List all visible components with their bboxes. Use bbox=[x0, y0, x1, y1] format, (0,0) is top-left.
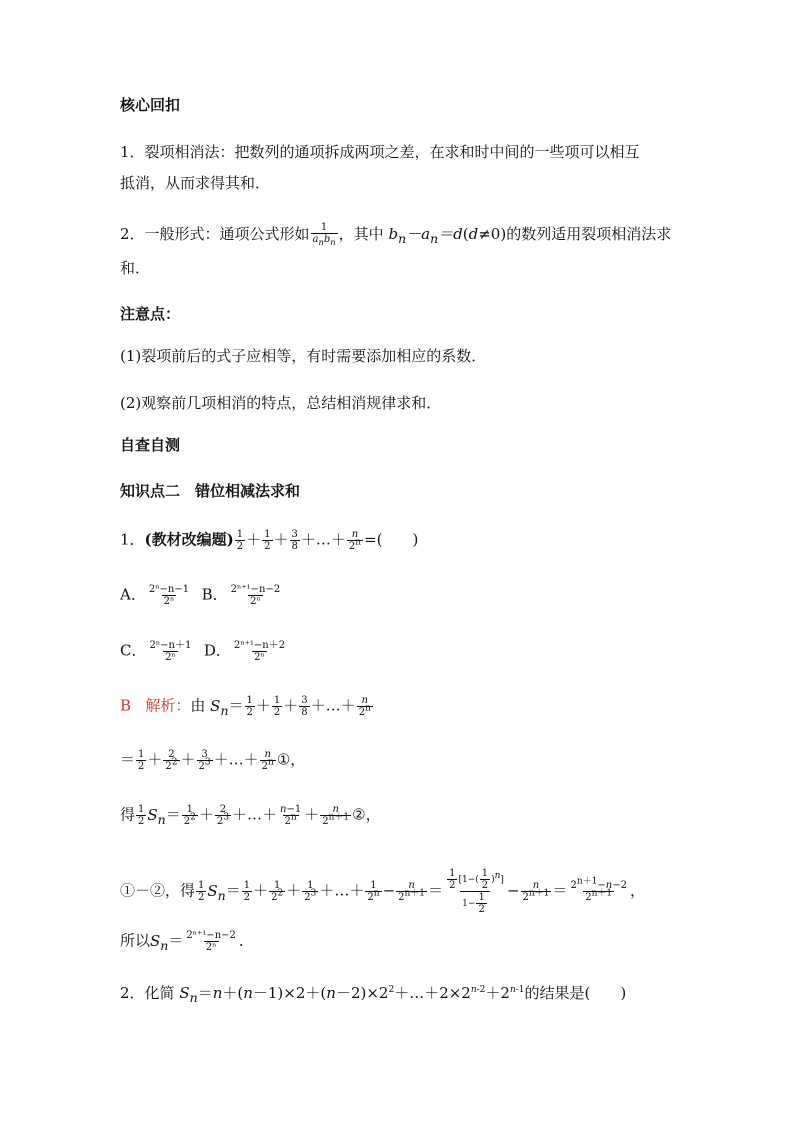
a4-frac-2: $\frac{1}{22}$ bbox=[271, 880, 284, 903]
analysis-line-3: 得 $\frac{1}{2}$ $S_n=$ $\frac{1}{22}$ ＋ $\frac{2}{23}$ ＋…＋ $\frac{n-1}{2n}$ ＋ $\frac{n}{2n+1}$ ②， bbox=[120, 804, 381, 827]
condition-formula-2: (d≠0) bbox=[462, 225, 507, 243]
option-a-label: A． bbox=[120, 585, 146, 604]
half-coef-2: $\frac{1}{2}$ bbox=[198, 880, 205, 903]
q1-frac-1: $\frac{1}{2}$ bbox=[236, 529, 244, 552]
paragraph-1-line-2: 抵消，从而求得其和． bbox=[120, 174, 271, 192]
note-2: (2)观察前几项相消的特点，总结相消规律求和． bbox=[120, 394, 442, 412]
option-a-value: $\frac{\text{2ⁿ−n−1}}{\text{2ⁿ}}$ bbox=[148, 584, 190, 607]
paragraph-1-line-1: 1．裂项相消法：把数列的通项拆成两项之差，在求和时中间的一些项可以相互 bbox=[120, 143, 640, 161]
answer-letter: B bbox=[120, 696, 132, 715]
paragraph-2-line-2: 和． bbox=[120, 259, 151, 277]
equation-1-marker: ①， bbox=[276, 750, 306, 769]
a3-frac-2: $\frac{2}{23}$ bbox=[216, 804, 229, 827]
option-d-label: D． bbox=[203, 641, 231, 660]
option-c-label: C． bbox=[120, 641, 147, 660]
a2-frac-n: $\frac{n}{2n}$ bbox=[261, 749, 274, 772]
note-1: (1)裂项前后的式子应相等，有时需要添加相应的系数． bbox=[120, 347, 487, 365]
a2-frac-2: $\frac{2}{22}$ bbox=[165, 749, 178, 772]
subtract-text: ①－②，得 bbox=[120, 881, 196, 900]
question-1: 1．(教材改编题) $\frac{1}{2}$ ＋ $\frac{1}{2}$ ＋ $\frac{3}{8}$ ＋…＋ $\frac{n}{2n}$ =( ) bbox=[120, 529, 419, 552]
q2-prefix: 2．化简 bbox=[120, 984, 175, 1002]
analysis-line-1: B 解析：由 $S_n=$ $\frac{1}{2}$ ＋ $\frac{1}{2}$ ＋ $\frac{3}{8}$ ＋…＋ $\frac{n}{2n}$ bbox=[120, 695, 371, 718]
final-answer-fraction: $\frac{\text{2ⁿ⁺¹−n−2}}{\text{2ⁿ}}$ bbox=[186, 930, 236, 953]
option-b-label: B． bbox=[201, 585, 228, 604]
p2-cond-text: 的数列适用裂项相消法求 bbox=[506, 225, 672, 243]
q2-tail: 的结果是( ) bbox=[524, 984, 627, 1002]
a3-frac-n: $\frac{n}{2n+1}$ bbox=[322, 804, 350, 827]
paragraph-2-line-1 bbox=[120, 222, 671, 248]
q1-frac-n: $\frac{n}{2n}$ bbox=[348, 529, 362, 552]
heading-core-review: 核心回扣 bbox=[120, 96, 181, 114]
p2-mid-text: ，其中 bbox=[338, 225, 384, 243]
a3-frac-3: $\frac{n-1}{2n}$ bbox=[280, 804, 302, 827]
q1-frac-3: $\frac{3}{8}$ bbox=[291, 529, 298, 552]
q1-frac-2: $\frac{1}{2}$ bbox=[264, 529, 271, 552]
a4-result: $\frac{2n+1-n-2}{2n+1}$ bbox=[570, 876, 627, 903]
notes-heading: 注意点： bbox=[120, 305, 181, 323]
section-title: 知识点二 错位相减法求和 bbox=[120, 482, 301, 500]
p2-pre-text: 2．一般形式：通项公式形如 bbox=[120, 225, 310, 243]
geometric-sum-fraction: $\frac{1}{2}$ [1−( $\frac{1}{2}$ )n] 1− $\frac{1}{2}$ bbox=[449, 868, 504, 915]
self-test-heading: 自查自测 bbox=[120, 436, 181, 454]
option-d-value: $\frac{\text{2ⁿ⁺¹−n＋2}}{\text{2ⁿ}}$ bbox=[233, 640, 286, 663]
a3-frac-1: $\frac{1}{22}$ bbox=[183, 804, 196, 827]
a1-frac-2: $\frac{1}{2}$ bbox=[273, 695, 281, 718]
analysis-line-2: ＝ $\frac{1}{2}$ ＋ $\frac{2}{22}$ ＋ $\frac{3}{23}$ ＋…＋ $\frac{n}{2n}$ ①， bbox=[120, 749, 306, 772]
a4-frac-6: $\frac{n}{2n+1}$ bbox=[522, 880, 550, 903]
a1-frac-3: $\frac{3}{8}$ bbox=[301, 695, 308, 718]
analysis-line-4: ①－②，得 $\frac{1}{2}$ $S_n=$ $\frac{1}{2}$ ＋ $\frac{1}{22}$ ＋ $\frac{1}{23}$ ＋…＋ $\frac{1}{2n}$ − $\frac{n}{2n+1}$ ＝ $\frac{1}{2}$ [1−( $\frac{1}{2}$ )n] 1− $\frac{1}{2}$ − $\frac{n}{2n+1}$ ＝ $\frac{2n+1-n-2}{2n+1}$ ， bbox=[120, 868, 645, 915]
general-form-fraction: $\frac{1}{a_nb_n}$ bbox=[312, 222, 336, 247]
equation-2-marker: ②， bbox=[352, 805, 381, 824]
conclusion-prefix: 所以 bbox=[120, 931, 151, 950]
options-row-ab bbox=[120, 584, 283, 607]
question-2: 2．化简 $S_n=n+(n-1)\times 2+(n-2)\times 2^2+\dots+2\times 2^{n-2}+2^{n-1}$的结果是( ) bbox=[120, 984, 627, 1005]
a1-frac-n: $\frac{n}{2n}$ bbox=[358, 695, 371, 718]
q1-blank: =( ) bbox=[364, 530, 419, 549]
a2-frac-1: $\frac{1}{2}$ bbox=[138, 749, 145, 772]
q1-number: 1． bbox=[120, 530, 145, 549]
analysis-label: 解析： bbox=[145, 696, 191, 715]
a2-frac-3: $\frac{3}{23}$ bbox=[198, 749, 211, 772]
a4-frac-5: $\frac{n}{2n+1}$ bbox=[398, 880, 426, 903]
a4-frac-1: $\frac{1}{2}$ bbox=[243, 880, 251, 903]
a4-frac-3: $\frac{1}{23}$ bbox=[304, 880, 317, 903]
condition-formula: $b_n-a_n=d$ bbox=[388, 225, 463, 246]
q1-source-tag: (教材改编题) bbox=[144, 530, 234, 549]
option-c-value: $\frac{\text{2ⁿ−n＋1}}{\text{2ⁿ}}$ bbox=[149, 640, 192, 663]
half-coef: $\frac{1}{2}$ bbox=[138, 804, 145, 827]
a1-frac-1: $\frac{1}{2}$ bbox=[246, 695, 253, 718]
a4-frac-4: $\frac{1}{2n}$ bbox=[367, 880, 380, 903]
get-text: 得 bbox=[120, 805, 136, 824]
analysis-intro: 由 bbox=[190, 696, 206, 715]
conclusion-line: 所以$S_n=$ $\frac{\text{2ⁿ⁺¹−n−2}}{\text{2ⁿ}}$ ． bbox=[120, 930, 254, 953]
options-row-cd bbox=[120, 640, 288, 663]
option-b-value: $\frac{\text{2ⁿ⁺¹−n−2}}{\text{2ⁿ}}$ bbox=[230, 584, 281, 607]
